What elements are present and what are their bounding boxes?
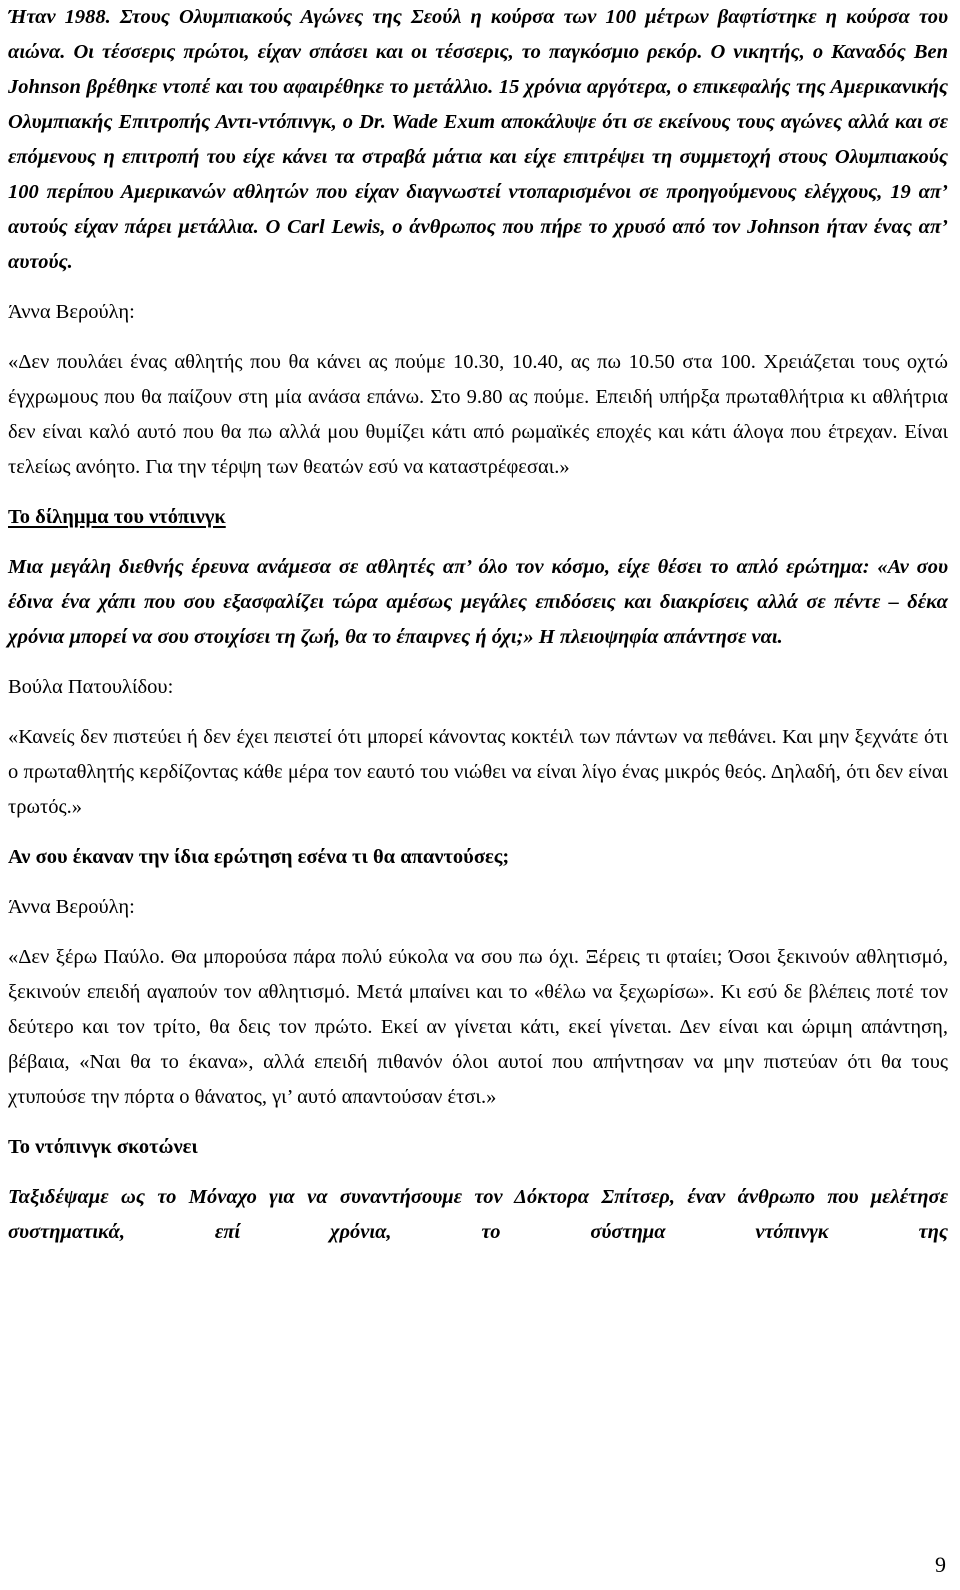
section-heading-kills: Το ντόπινγκ σκοτώνει	[8, 1136, 198, 1158]
speaker-label: Άννα Βερούλη:	[8, 301, 135, 323]
final-paragraph: Ταξιδέψαμε ως το Μόναχο για να συναντήσουμε τον Δόκτορα Σπίτσερ, έναν άνθρωπο που μελέτησε συστηματικά, επί χρόνια, το σύστημα ντόπινγκ της	[8, 1186, 948, 1243]
quote-paragraph: «Δεν ξέρω Παύλο. Θα μπορούσα πάρα πολύ εύκολα να σου πω όχι. Ξέρεις τι φταίει; Όσοι ξεκινούν αθλητισμό, ξεκινούν επειδή αγαπούν τον αθλητισμό. Μετά μπαίνει και το «θέλω να ξεχωρίσω». Κι εσύ δε βλέπεις ποτέ τον δεύτερο και τον τρίτο, θα δεις τον πρώτο. Εκεί αν γίνεται κάτι, εκεί γίνεται. Δεν είναι και ώριμη απάντηση, βέβαια, «Ναι θα το έκανα», αλλά επειδή πιθανόν όλοι αυτοί που απήντησαν να μην πιστεύαν ότι θα τους χτυπούσε την πόρτα ο θάνατος, γι’ αυτό απαντούσαν έτσι.»	[8, 946, 948, 1108]
document-page	[8, 0, 948, 1250]
interviewer-question: Αν σου έκαναν την ίδια ερώτηση εσένα τι θα απαντούσες;	[8, 846, 510, 868]
speaker-label: Βούλα Πατουλίδου:	[8, 676, 174, 698]
quote-paragraph: «Δεν πουλάει ένας αθλητής που θα κάνει ας πούμε 10.30, 10.40, ας πω 10.50 στα 100. Χρειάζεται τους οχτώ έγχρωμους που θα παίζουν στη μία ανάσα επάνω. Στο 9.80 ας πούμε. Επειδή υπήρξα πρωταθλήτρια κι αθλήτρια δεν είναι καλό αυτό που θα πω αλλά μου θυμίζει κάτι από ρωμαϊκές εποχές και κάτι άλογα που έτρεχαν. Είναι τελείως ανόητο. Για την τέρψη των θεατών εσύ να καταστρέφεσαι.»	[8, 351, 948, 478]
page-number: 9	[935, 1552, 946, 1577]
intro-paragraph: Ήταν 1988. Στους Ολυμπιακούς Αγώνες της Σεούλ η κούρσα των 100 μέτρων βαφτίστηκε η κούρσα του αιώνα. Οι τέσσερις πρώτοι, είχαν σπάσει και οι τέσσερις, το παγκόσμιο ρεκόρ. Ο νικητής, ο Καναδός Ben Johnson βρέθηκε ντοπέ και του αφαιρέθηκε το μετάλλιο. 15 χρόνια αργότερα, ο επικεφαλής της Αμερικανικής Ολυμπιακής Επιτροπής Αντι-ντόπινγκ, ο Dr. Wade Exum αποκάλυψε ότι σε εκείνους τους αγώνες αλλά και σε επόμενους η επιτροπή του είχε κάνει τα στραβά μάτια και είχε επιτρέψει τη συμμετοχή στους Ολυμπιακούς 100 περίπου Αμερικανών αθλητών που είχαν διαγνωστεί ντοπαρισμένοι σε προηγούμενους ελέγχους, 19 απ’ αυτούς είχαν πάρει μετάλλια. Ο Carl Lewis, ο άνθρωπος που πήρε το χρυσό από τον Johnson ήταν ένας απ’ αυτούς.	[8, 6, 948, 273]
quote-paragraph: «Κανείς δεν πιστεύει ή δεν έχει πειστεί ότι μπορεί κάνοντας κοκτέιλ των πάντων να πεθάνει. Και μην ξεχνάτε ότι ο πρωταθλητής κερδίζοντας κάθε μέρα τον εαυτό του νιώθει να είναι λίγο ένας μικρός θεός. Δηλαδή, ότι δεν είναι τρωτός.»	[8, 726, 948, 818]
speaker-label: Άννα Βερούλη:	[8, 896, 135, 918]
section-heading-dilemma: Το δίλημμα του ντόπινγκ	[8, 506, 226, 528]
survey-paragraph: Μια μεγάλη διεθνής έρευνα ανάμεσα σε αθλητές απ’ όλο τον κόσμο, είχε θέσει το απλό ερώτημα: «Αν σου έδινα ένα χάπι που σου εξασφαλίζει τώρα αμέσως μεγάλες επιδόσεις και διακρίσεις αλλά σε πέντε – δέκα χρόνια μπορεί να σου στοιχίσει τη ζωή, θα το έπαιρνες ή όχι;» Η πλειοψηφία απάντησε ναι.	[8, 556, 948, 648]
